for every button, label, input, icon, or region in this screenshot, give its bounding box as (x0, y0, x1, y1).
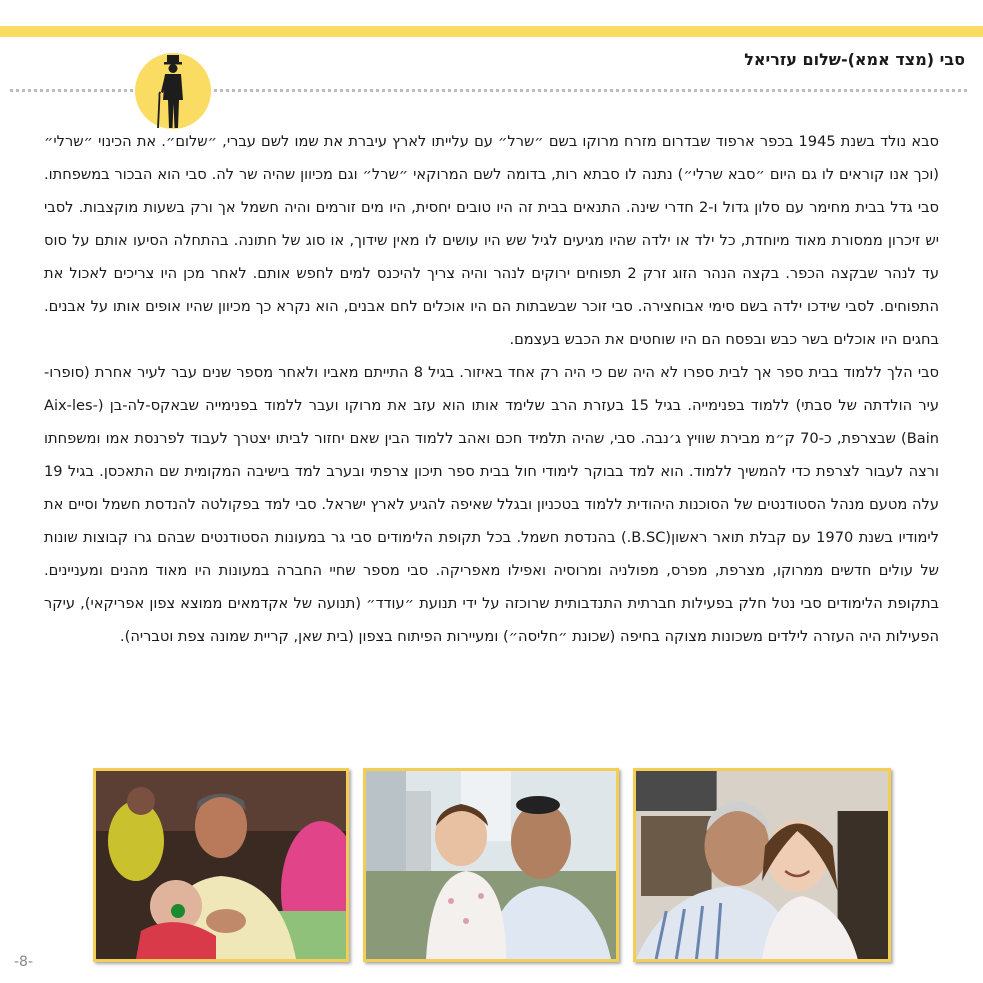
paragraph-education: סבי הלך ללמוד בבית ספר אך לבית ספרו לא היה שם כי היה רק אחד באיזור. בגיל 8 התייתם מאביו ולאחר מספר שנים עבר לעיר אחרת (סופרו- עיר הולדתה של סבתי) ללמוד בפנימייה. בגיל 15 בעזרת הרב שלימד אותו הוא עזב את מרוקו ועבר ללמוד בפנימייה שבאקס-לה-בן (Aix-les-Bain) שבצרפת, כ-70 ק״מ מבירת שוויץ ג׳נבה. סבי, שהיה תלמיד חכם ואהב ללמוד הבין שאם יחזור לביתו יצטרך לעבוד לפרנסת אמו ומשפחתו ורצה לעבור לצרפת כדי להמשיך ללמוד. הוא למד בבוקר לימודי חול בבית ספר תיכון צרפתי ובערב למד בישיבה המקומית שם התאכסן. בגיל 19 עלה מטעם מנהל הסטודנטים של הסוכנות היהודית ללמוד בטכניון ובגלל שאיפה להגיע לארץ ישראל. סבי למד בפקולטה להנדסת חשמל וסיים את לימודיו בשנת 1970 עם קבלת תואר ראשון(B.SC.) בהנדסת חשמל. בכל תקופת הלימודים סבי גר במעונות הסטודנטים שבהם גרו קבוצות שונות של עולים חדשים ממרוקו, מצרפת, מפרס, מפולניה ומרוסיה ואפילו מאפריקה. סבי מספר שחיי החברה במעונות היו מאוד מהנים ומעניינים. בתקופת הלימודים סבי נטל חלק בפעילות חברתית התנדבותית שרוכזה על ידי תנועת ״עודד״ (תנועה של אקדמאים ממוצא צפון אפריקאי), עיקר הפעילות היה העזרה לילדים משכונות מצוקה בחיפה (שכונת ״חליסה״) ומעיירות הפיתוח בצפון (בית שאן, קריית שמונה צפת וטבריה). (44, 364, 939, 645)
photo-grandfather-with-toddler (363, 768, 619, 962)
page-title: סבי (מצד אמא)-שלום עזריאל (744, 50, 965, 69)
photo-grandfather-with-girl (633, 768, 891, 962)
page-number: -8- (14, 954, 34, 970)
grandfather-silhouette-icon (134, 52, 212, 130)
paragraph-childhood: סבא נולד בשנת 1945 בכפר ארפוד שבדרום מזרח מרוקו בשם ״שרל״ עם עלייתו לארץ עיברת את שמו לשם עברי, ״שלום״. את הכינוי ״שרלי״ (וכך אנו קוראים לו גם היום ״סבא שרלי״) נתנה לו סבתא רות, בדומה לשם המרוקאי ״שרל״ וגם מכיוון שהיה שר לה. סבי הוא הבכור במשפחתו. סבי גדל בבית מחימר עם סלון גדול ו-2 חדרי שינה. התנאים בבית זה היו טובים יחסית, היו מים זורמים והיה חשמל אך ורק בשעות מוקצבות. לסבי יש זיכרון ממסורת מאוד מיוחדת, כל ילד או ילדה שהיו מגיעים לגיל שש היו עושים לו מאין שידוך, או סוג של חתונה. בהתחלה הסיעו אותם על סוס עד לנהר שבקצה הכפר. בקצה הנהר הזוג זרק 2 תפוחים ירוקים לנהר והיה צריך להיכנס למים לחפש אותם. לאחר מכן היו צריכים לאכול את התפוחים. לסבי שידכו ילדה בשם סימי אבוחצירה. סבי זוכר שבשבתות הם היו אוכלים לחם אבנים, הוא נקרא כך מכיוון שהיו אופים אותו על אבנים. בחגים היו אוכלים בשר כבש ובפסח הם היו שוחטים את הכבש בעצמם. (44, 133, 939, 348)
top-accent-band (0, 26, 983, 37)
biography-text (44, 125, 939, 653)
photo-grandfather-with-baby (93, 768, 349, 962)
